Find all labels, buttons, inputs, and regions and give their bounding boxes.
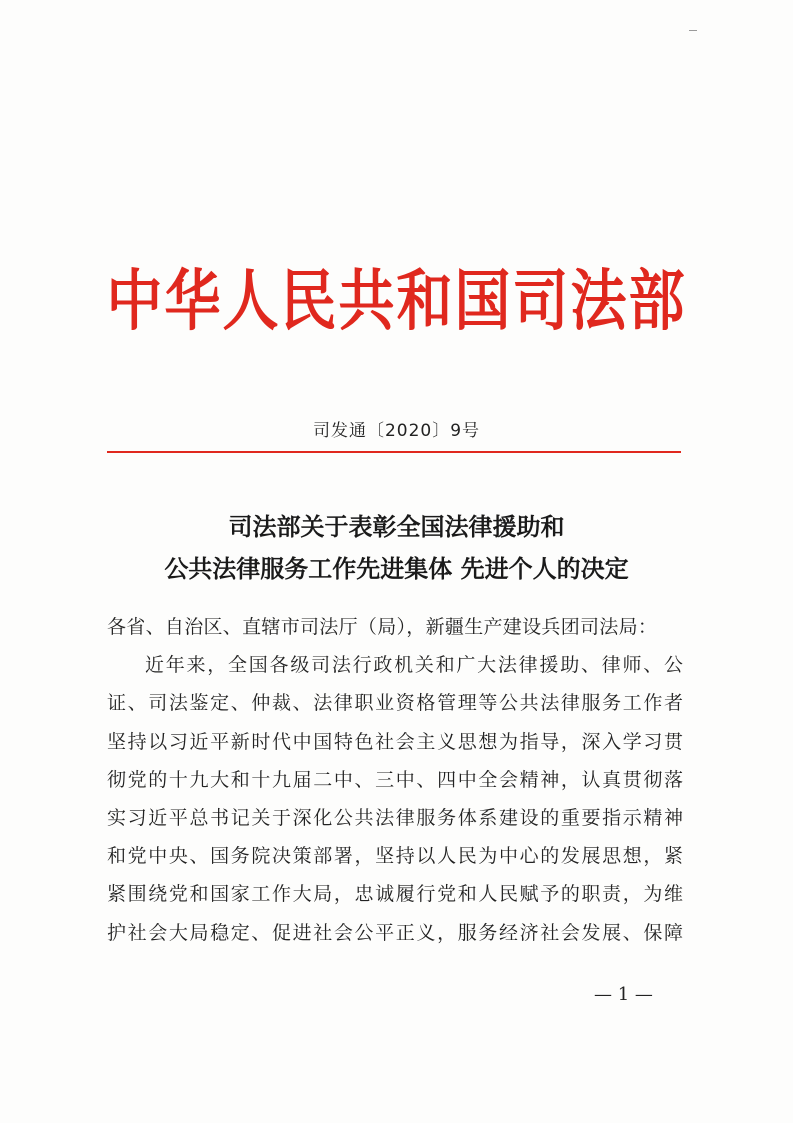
decision-title-line-1: 司法部关于表彰全国法律援助和: [228, 512, 565, 541]
body-line: 护社会大局稳定、促进社会公平正义，服务经济社会发展、保障: [107, 921, 683, 944]
body-line: 实习近平总书记关于深化公共法律服务体系建设的重要指示精神: [107, 807, 683, 830]
body-line: 紧围绕党和国家工作大局，忠诚履行党和人民赋予的职责，为维: [107, 883, 683, 906]
decision-title: [0, 506, 793, 590]
body-line: 坚持以习近平新时代中国特色社会主义思想为指导，深入学习贯: [107, 730, 683, 753]
page-number: — 1 —: [594, 984, 653, 1005]
issuing-organization-header: 中华人民共和国司法部: [106, 262, 687, 340]
decision-title-line-2: 公共法律服务工作先进集体 先进个人的决定: [164, 554, 629, 583]
body-line: 近年来，全国各级司法行政机关和广大法律援助、律师、公: [145, 654, 683, 677]
salutation: 各省、自治区、直辖市司法厅（局），新疆生产建设兵团司法局：: [107, 616, 658, 638]
body-line: 彻党的十九大和十九届二中、三中、四中全会精神，认真贯彻落: [107, 768, 683, 791]
document-body: [107, 608, 683, 952]
red-header-divider: [107, 451, 681, 453]
scan-mark: [689, 30, 697, 31]
document-number: 司发通〔2020〕9号: [312, 421, 481, 441]
body-line: 和党中央、国务院决策部署，坚持以人民为中心的发展思想，紧: [107, 845, 683, 868]
body-line: 证、司法鉴定、仲裁、法律职业资格管理等公共法律服务工作者: [107, 692, 683, 715]
